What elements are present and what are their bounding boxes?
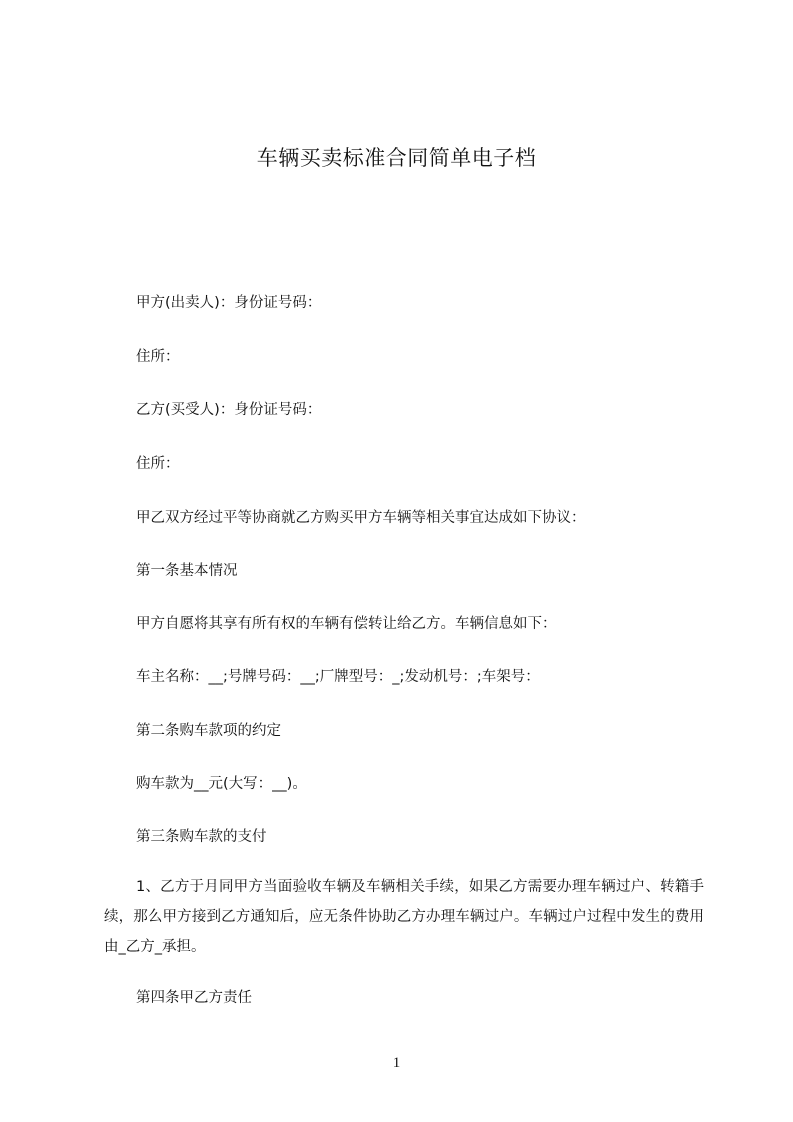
article-4-heading: 第四条甲乙方责任 — [136, 990, 252, 1006]
article-2-heading: 第二条购车款项的约定 — [136, 723, 281, 739]
party-a-address-line: 住所： — [136, 349, 180, 365]
purchase-price-line: 购车款为__元(大写：__)。 — [136, 776, 307, 792]
page-number: 1 — [392, 1055, 401, 1071]
payment-clause-paragraph: 1、乙方于月同甲方当面验收车辆及车辆相关手续，如果乙方需要办理车辆过户、转籍手续，那么甲方接到乙方通知后，应无条件协助乙方办理车辆过户。车辆过户过程中发生的费用由_乙方_承担。 — [104, 879, 704, 955]
party-a-line: 甲方(出卖人)：身份证号码： — [136, 295, 322, 311]
party-b-line: 乙方(买受人)：身份证号码： — [136, 402, 322, 418]
article-1-heading: 第一条基本情况 — [136, 563, 238, 579]
article-3-heading: 第三条购车款的支付 — [136, 829, 267, 845]
vehicle-info-line: 车主名称：__;号牌号码：__;厂牌型号：_;发动机号：;车架号： — [136, 669, 540, 685]
document-title: 车辆买卖标准合同简单电子档 — [256, 146, 537, 170]
vehicle-transfer-text: 甲方自愿将其享有所有权的车辆有偿转让给乙方。车辆信息如下： — [136, 616, 557, 632]
agreement-intro: 甲乙双方经过平等协商就乙方购买甲方车辆等相关事宜达成如下协议： — [136, 510, 586, 526]
party-b-address-line: 住所： — [136, 456, 180, 472]
